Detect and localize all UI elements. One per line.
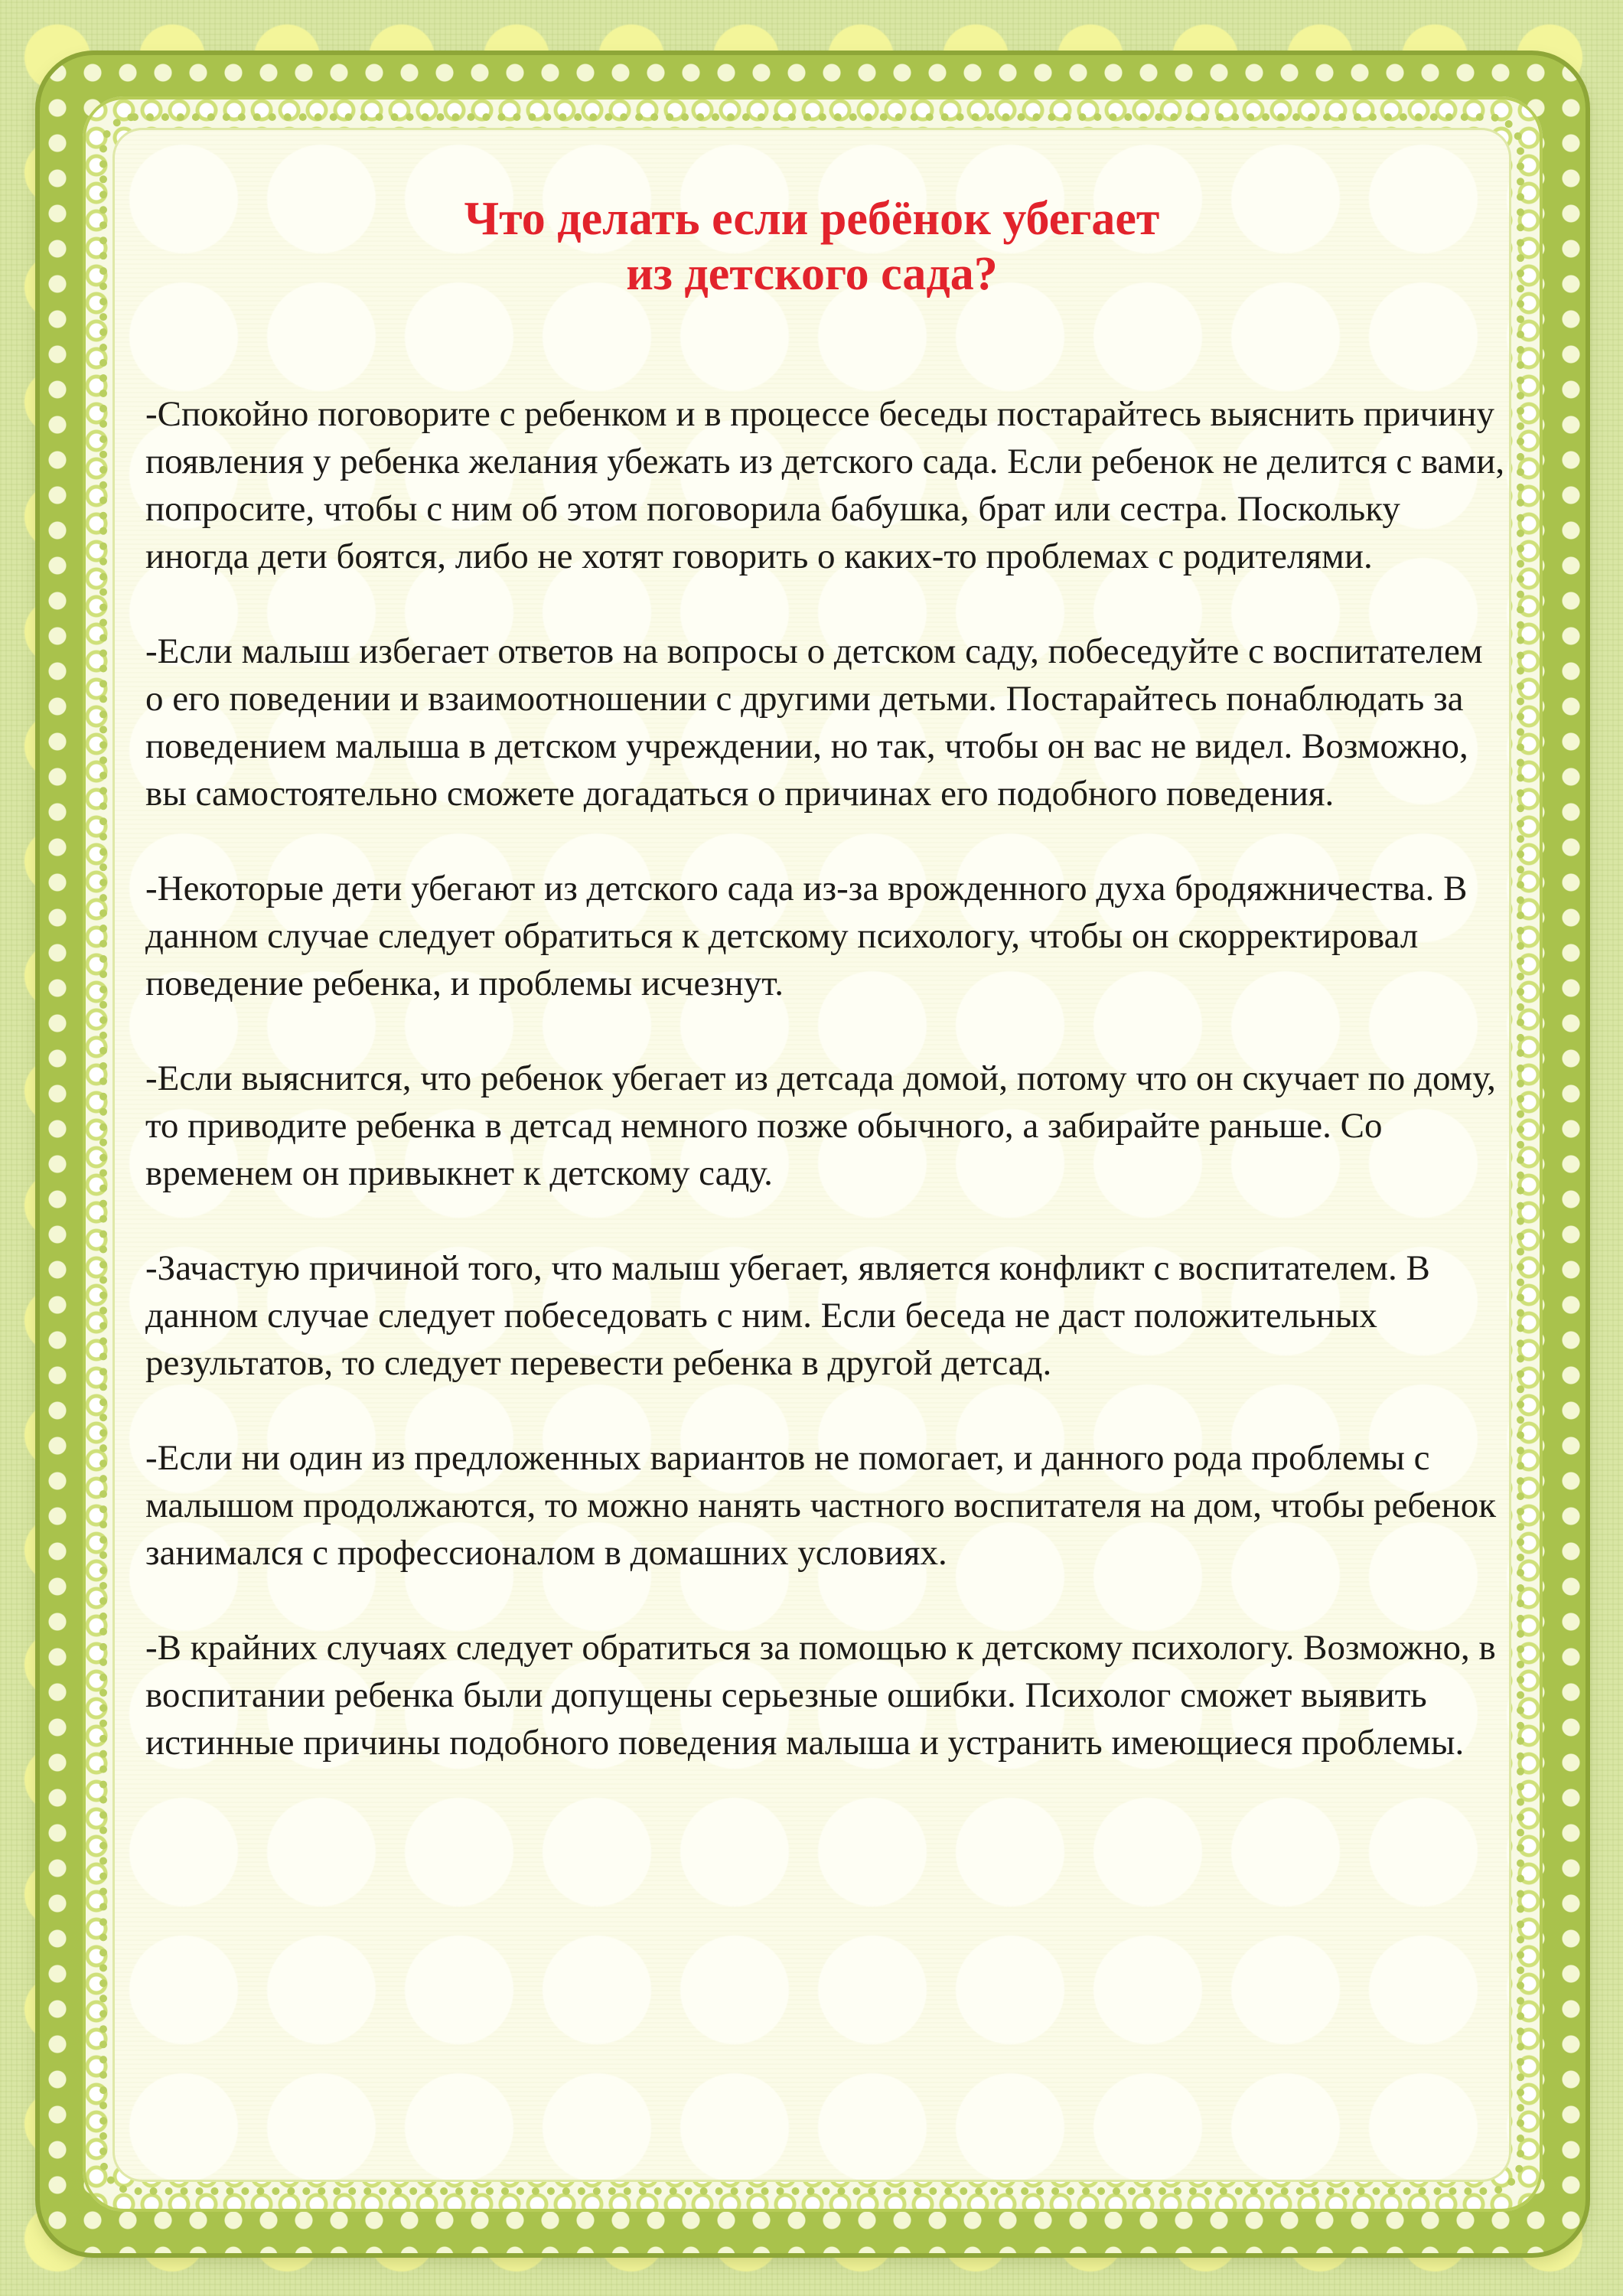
paragraph-talk-calmly: -Спокойно поговорите с ребенком и в процессе беседы постарайтесь выяснить причину появления у ребенка желания убежать из детского сада. Если ребенок не делится с вами, попросите, чтобы с ним об этом поговорила бабушка, брат или сестра. Поскольку иногда дети боятся, либо не хотят говорить о каких-то проблемах с родителями. <box>145 394 1505 576</box>
title-line-1: Что делать если ребёнок убегает <box>464 193 1160 245</box>
paragraph-misses-home: -Если выяснится, что ребенок убегает из детсада домой, потому что он скучает по дому, то приводите ребенка в детсад немного позже обычного, а забирайте раньше. Со временем он привыкнет к детскому саду. <box>145 1058 1496 1193</box>
paragraph-private-tutor: -Если ни один из предложенных вариантов не помогает, и данного рода проблемы с малышом продолжаются, то можно нанять частного воспитателя на дом, чтобы ребенок занимался с профессионалом в домашних условиях. <box>145 1438 1497 1573</box>
title-line-2: из детского сада? <box>626 248 998 300</box>
paragraph-conflict-with-teacher: -Зачастую причиной того, что малыш убегает, является конфликт с воспитателем. В данном случае следует побеседовать с ним. Если беседа не даст положительных результатов, то следует перевести ребенка в другой детсад. <box>145 1248 1430 1383</box>
paragraph-wandering-spirit: -Некоторые дети убегают из детского сада из-за врожденного духа бродяжничества. В данном случае следует обратиться к детскому психологу, чтобы он скорректировал поведение ребенка, и проблемы исчезнут. <box>145 869 1468 1003</box>
page-title <box>115 191 1509 302</box>
article-body <box>145 390 1507 1814</box>
paragraph-talk-to-teacher: -Если малыш избегает ответов на вопросы о детском саду, побеседуйте с воспитателем о его поведении и взаимоотношении с другими детьми. Постарайтесь понаблюдать за поведением малыша в детском учреждении, но так, чтобы он вас не видел. Возможно, вы самостоятельно сможете догадаться о причинах его подобного поведения. <box>145 631 1483 814</box>
paragraph-child-psychologist: -В крайних случаях следует обратиться за помощью к детскому психологу. Возможно, в воспитании ребенка были допущены серьезные ошибки. Психолог сможет выявить истинные причины подобного поведения малыша и устранить имеющиеся проблемы. <box>145 1628 1496 1763</box>
